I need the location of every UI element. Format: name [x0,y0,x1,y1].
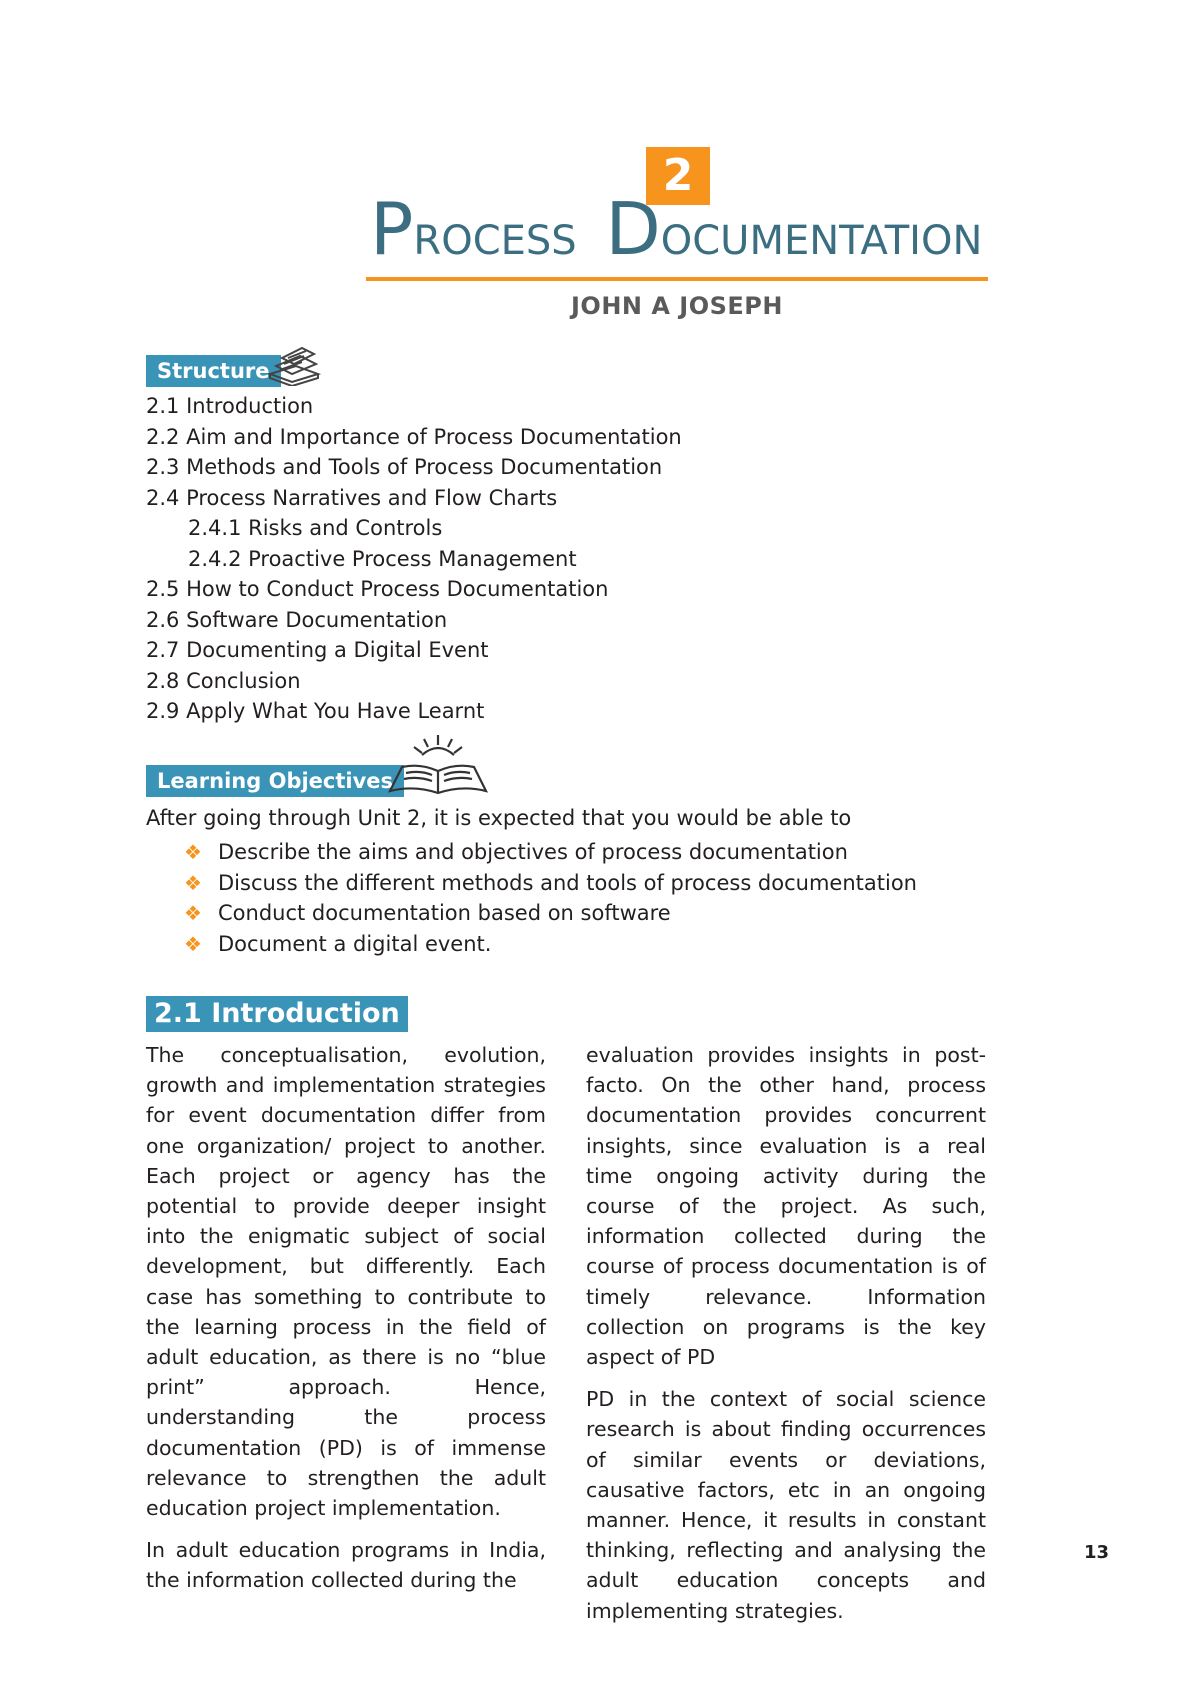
open-book-icon [386,733,490,803]
body-column-right [586,1040,986,1638]
toc-subitem: 2.4.1 Risks and Controls [188,516,443,540]
paragraph: evaluation provides insights in post-facto. On the other hand, process documentation provides concurrent insights, since evaluation is a real time ongoing activity during the course of the project. As such, information collected during the course of process documentation is of timely relevance. Information collection on programs is the key aspect of PD [586,1043,986,1370]
title-initial-p: P [370,187,414,271]
books-icon [266,344,322,390]
paragraph: In adult education programs in India, the information collected during the [146,1538,546,1593]
objective-text: Document a digital event. [218,931,492,956]
paragraph: PD in the context of social science research is about finding occurrences of similar events or deviations, causative factors, etc in an ongoing manner. Hence, it results in constant thinking, reflecting and analysing the adult education concepts and implementing strategies. [586,1387,986,1623]
objectives-intro: After going through Unit 2, it is expected that you would be able to [146,806,852,830]
title-initial-d: D [605,187,661,271]
toc-item: 2.2 Aim and Importance of Process Documentation [146,424,682,449]
paragraph: The conceptualisation, evolution, growth and implementation strategies for event documentation differ from one organization/ project to another. Each project or agency has the potential to provide deeper insight into the enigmatic subject of social development, but differently. Each case has something to contribute to the learning process in the field of adult education, as there is no “blue print” approach. Hence, understanding the process documentation (PD) is of immense relevance to strengthen the adult education project implementation. [146,1043,546,1521]
chapter-number: 2 [646,147,710,205]
toc-item: 2.4 Process Narratives and Flow Charts [146,485,558,510]
title-word-rest-2: OCUMENTATION [660,218,983,264]
toc-subitem: 2.4.2 Proactive Process Management [188,546,577,571]
bullet-icon: ❖ [184,870,202,895]
objective-item [184,929,917,960]
objective-text: Conduct documentation based on software [218,901,671,925]
toc-item: 2.9 Apply What You Have Learnt [146,699,485,723]
structure-label: Structure [146,355,281,387]
toc-item: 2.7 Documenting a Digital Event [146,638,489,662]
toc-item: 2.5 How to Conduct Process Documentation [146,577,609,601]
toc-item: 2.3 Methods and Tools of Process Documentation [146,455,663,479]
author-name: JOHN A JOSEPH [571,292,783,320]
page-number: 13 [1084,1542,1110,1563]
chapter-title [370,186,990,272]
toc-item: 2.8 Conclusion [146,668,301,693]
body-column-left [146,1040,546,1608]
toc-item: 2.6 Software Documentation [146,607,448,632]
objectives-list [184,837,917,959]
section-heading: 2.1 Introduction [146,996,408,1032]
objective-text: Discuss the different methods and tools of process documentation [218,870,917,895]
title-word-rest-1: ROCESS [413,218,577,264]
learning-objectives-label: Learning Objectives [146,765,404,797]
bullet-icon: ❖ [184,901,202,925]
objective-text: Describe the aims and objectives of process documentation [218,840,848,864]
title-rule [366,277,988,281]
structure-list [146,391,682,727]
objective-item [184,837,917,868]
objective-item [184,898,917,929]
bullet-icon: ❖ [184,931,202,956]
bullet-icon: ❖ [184,840,202,864]
toc-item: 2.1 Introduction [146,394,314,418]
objective-item [184,868,917,899]
